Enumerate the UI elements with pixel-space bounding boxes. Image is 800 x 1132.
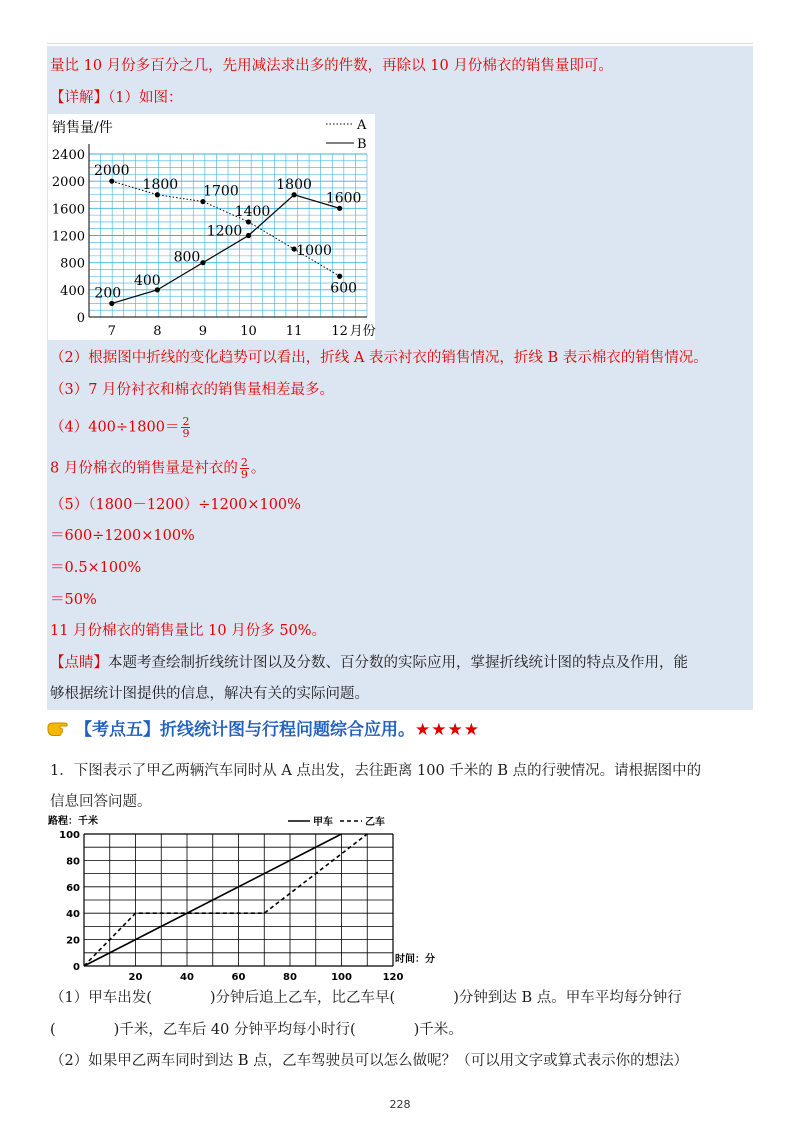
x-tick-label: 60 (231, 972, 246, 983)
data-label-A: 1400 (234, 203, 271, 220)
answer-q5-line3: ＝0.5×100% (50, 560, 142, 576)
data-point-A (200, 199, 205, 204)
section-heading (47, 716, 480, 744)
header-rule (47, 43, 753, 44)
fraction-denominator: 9 (240, 468, 248, 481)
x-tick-label: 9 (198, 324, 208, 339)
y-tick-label: 20 (66, 935, 80, 947)
answer-q5-line2: ＝600÷1200×100% (50, 528, 195, 544)
x-tick-label: 100 (331, 972, 352, 983)
answer-q4 (50, 416, 192, 439)
y-tick-label: 1200 (51, 229, 85, 245)
data-point-B (200, 260, 205, 265)
data-label-A: 1800 (142, 176, 179, 193)
data-point-B (109, 301, 114, 306)
x-tick-label: 80 (283, 972, 297, 983)
answer-q5-line5: 11 月份棉衣的销售量比 10 月份多 50%。 (50, 623, 327, 639)
fraction (240, 457, 249, 480)
fraction-numerator: 2 (182, 415, 190, 428)
data-label-A: 2000 (93, 163, 130, 180)
y-tick-label: 80 (66, 856, 80, 868)
distance-time-chart (48, 810, 435, 983)
x-axis-title: 时间：分 (395, 954, 435, 965)
answer-q4b-suffix: 。 (250, 460, 266, 477)
y-tick-label: 2000 (51, 175, 85, 191)
data-point-A (246, 219, 251, 224)
fraction-numerator: 2 (240, 456, 248, 469)
x-tick-label: 20 (128, 972, 143, 983)
y-tick-label: 2400 (51, 148, 85, 163)
answer-q3: （3）7 月份衬衣和棉衣的销售量相差最多。 (50, 382, 335, 398)
comment-tag: 【点睛】 (50, 655, 108, 671)
x-tick-label: 12 (331, 324, 348, 339)
data-point-A (155, 192, 160, 197)
x-tick-label: 8 (153, 324, 162, 339)
data-label-A: 600 (330, 280, 358, 297)
y-tick-label: 100 (59, 830, 80, 841)
answer-q4-prefix: （4）400÷1800＝ (50, 419, 180, 436)
y-tick-label: 800 (60, 256, 85, 272)
problem-q2: （2）如果甲乙两车同时到达 B 点，乙车驾驶员可以怎么做呢？（可以用文字或算式表示你的想法） (50, 1053, 689, 1069)
data-point-B (246, 233, 251, 238)
fraction-denominator: 9 (182, 427, 190, 440)
answer-q5-line4: ＝50% (50, 592, 97, 608)
fraction (181, 416, 190, 439)
problem-q1-line2: ( )千米，乙车后 40 分钟平均每小时行( )千米。 (50, 1022, 463, 1038)
x-tick-label: 40 (180, 972, 194, 983)
data-label-A: 1000 (296, 243, 332, 260)
x-axis-title: 月份 (349, 324, 376, 339)
problem-line2: 信息回答问题。 (50, 794, 152, 810)
x-tick-label: 11 (285, 324, 303, 339)
data-label-B: 1200 (206, 223, 243, 240)
comment-line1 (50, 653, 688, 673)
data-point-A (109, 179, 114, 184)
y-tick-label: 0 (76, 311, 85, 326)
answer-line-top: 量比 10 月份多百分之几，先用减法求出多的件数，再除以 10 月份棉衣的销售量即可。 (50, 58, 613, 74)
y-tick-label: 40 (66, 909, 80, 921)
answer-q4b-prefix: 8 月份棉衣的销售量是衬衣的 (50, 460, 238, 477)
detail-heading (50, 88, 182, 108)
data-point-A (337, 274, 342, 279)
x-tick-label: 10 (240, 324, 257, 339)
data-point-B (337, 206, 342, 211)
answer-q5-line1: （5）（1800－1200）÷1200×100% (50, 497, 301, 513)
answer-q4b (50, 457, 265, 480)
data-label-B: 400 (133, 272, 161, 289)
legend-label-A: A (357, 118, 367, 133)
y-tick-label: 60 (66, 882, 80, 894)
comment-text-1: 本题考查绘制折线统计图以及分数、百分数的实际应用，掌握折线统计图的特点及作用，能 (108, 655, 688, 671)
data-label-B: 800 (173, 249, 201, 266)
difficulty-stars: ★★★★ (415, 720, 480, 740)
answer-q2: （2）根据图中折线的变化趋势可以看出，折线 A 表示衬衣的销售情况，折线 B 表示棉衣的销售情况。 (50, 350, 708, 366)
data-point-B (291, 192, 296, 197)
data-label-B: 1600 (325, 190, 362, 207)
y-tick-label: 0 (73, 962, 80, 973)
detail-text: （1）如图： (108, 90, 183, 106)
pointing-hand-icon (47, 719, 73, 737)
problem-line1: 1．下图表示了甲乙两辆汽车同时从 A 点出发，去往距离 100 千米的 B 点的行驶情况。请根据图中的 (50, 763, 702, 779)
legend-label-乙车: 乙车 (365, 817, 385, 828)
y-axis-title: 路程：千米 (48, 816, 98, 827)
x-tick-label: 120 (382, 972, 404, 983)
data-label-B: 1800 (276, 176, 312, 193)
section-title: 【考点五】折线统计图与行程问题综合应用。 (75, 720, 415, 740)
data-label-A: 1700 (203, 183, 239, 200)
sales-line-chart (48, 114, 375, 340)
detail-tag: 【详解】 (50, 90, 108, 106)
x-tick-label: 7 (107, 324, 116, 339)
page-number: 228 (389, 1098, 411, 1111)
problem-q1-line1: （1）甲车出发( )分钟后追上乙车，比乙车早( )分钟到达 B 点。甲车平均每分钟行 (50, 990, 682, 1006)
comment-line2: 够根据统计图提供的信息，解决有关的实际问题。 (50, 686, 369, 702)
legend-label-甲车: 甲车 (313, 817, 333, 828)
y-tick-label: 400 (60, 283, 85, 299)
y-tick-label: 1600 (51, 202, 85, 218)
data-label-B: 200 (94, 285, 122, 302)
y-axis-title: 销售量/件 (52, 120, 113, 136)
legend-label-B: B (357, 137, 367, 152)
